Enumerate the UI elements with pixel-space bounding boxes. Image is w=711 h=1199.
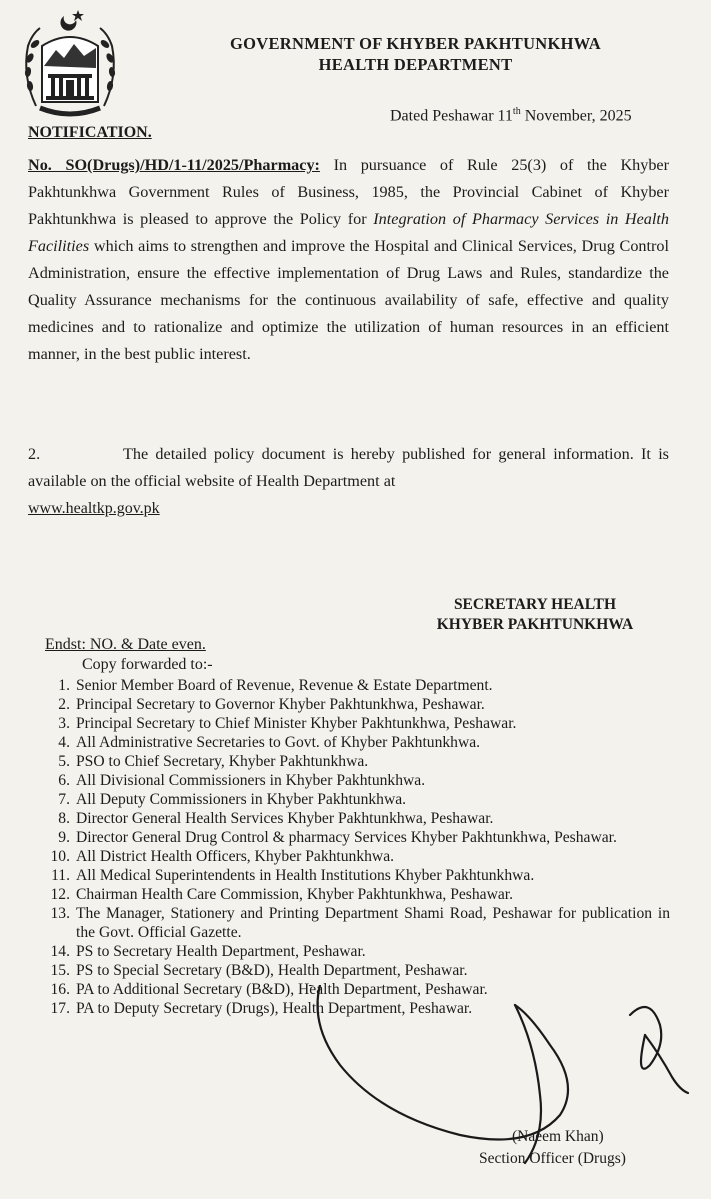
handwritten-signature [300,985,710,1175]
website-link[interactable]: www.healtkp.gov.pk [28,500,160,517]
endorsement-line: Endst: NO. & Date even. [45,636,206,653]
header-department: HEALTH DEPARTMENT [318,55,513,74]
notification-reference-number: No. SO(Drugs)/HD/1-11/2025/Pharmacy: [28,156,320,174]
recipient-list [30,676,670,1018]
date-line: Dated Peshawar 11th November, 2025 [390,106,632,125]
list-item: 7. All Deputy Commissioners in Khyber Pakhtunkhwa. [58,791,407,808]
list-item: 5. PSO to Chief Secretary, Khyber Pakhtunkhwa. [58,753,369,770]
list-item: 13. The Manager, Stationery and Printing Department Shami Road, Peshawar for publication in the Govt. Official Gazette. [50,905,670,941]
notification-label: NOTIFICATION. [28,124,152,141]
signatory-province: KHYBER PAKHTUNKHWA [436,616,634,633]
policy-title: Integration of Pharmacy Services in Health Facilities [28,210,669,255]
list-item: 8. Director General Health Services Khyber Pakhtunkhwa, Peshawar. [58,810,494,827]
list-item: 10. All District Health Officers, Khyber Pakhtunkhwa. [50,848,395,865]
notification-paragraph-1: No. SO(Drugs)/HD/1-11/2025/Pharmacy: In pursuance of Rule 25(3) of the Khyber Pakhtunkhwa Government Rules of Business, 1985, the Provincial Cabinet of Khyber Pakhtunkhwa is pleased to approve the Policy for Integration of Pharmacy Services in Health Facilities which aims to strengthen and improve the Hospital and Clinical Services, Drug Control Administration, ensure the effective implementation of Drug Laws and Rules, standardize the Quality Assurance mechanisms for the continuous availability of safe, effective and quality medicines and to rationalize and optimize the utilization of human resources in an efficient manner, in the best public interest. [28,156,669,363]
notification-paragraph-2: 2. The detailed policy document is hereby published for general information. It is available on the official website of Health Department at [28,445,669,490]
officer-title: Section Officer (Drugs) [479,1150,626,1167]
signatory-title: SECRETARY HEALTH [453,596,617,613]
list-item: 16. PA to Additional Secretary (B&D), Health Department, Peshawar. [50,981,488,998]
list-item: 12. Chairman Health Care Commission, Khyber Pakhtunkhwa, Peshawar. [50,886,513,903]
officer-name: (Naeem Khan) [512,1128,604,1145]
list-item: 17. PA to Deputy Secretary (Drugs), Health Department, Peshawar. [50,1000,473,1017]
list-item: 15. PS to Special Secretary (B&D), Health Department, Peshawar. [50,962,468,979]
government-emblem-icon [18,6,122,122]
list-item: 11. All Medical Superintendents in Health Institutions Khyber Pakhtunkhwa. [51,867,535,884]
list-item: 1. Senior Member Board of Revenue, Revenue & Estate Department. [58,677,493,694]
list-item: 3. Principal Secretary to Chief Minister Khyber Pakhtunkhwa, Peshawar. [58,715,517,732]
copy-forwarded-label: Copy forwarded to:- [82,656,213,673]
list-item: 2. Principal Secretary to Governor Khyber Pakhtunkhwa, Peshawar. [58,696,485,713]
header-government: GOVERNMENT OF KHYBER PAKHTUNKHWA [230,34,601,53]
list-item: 6. All Divisional Commissioners in Khyber Pakhtunkhwa. [58,772,426,789]
list-item: 4. All Administrative Secretaries to Govt. of Khyber Pakhtunkhwa. [58,734,481,751]
list-item: 9. Director General Drug Control & pharmacy Services Khyber Pakhtunkhwa, Peshawar. [58,829,617,846]
list-item: 14. PS to Secretary Health Department, Peshawar. [50,943,366,960]
